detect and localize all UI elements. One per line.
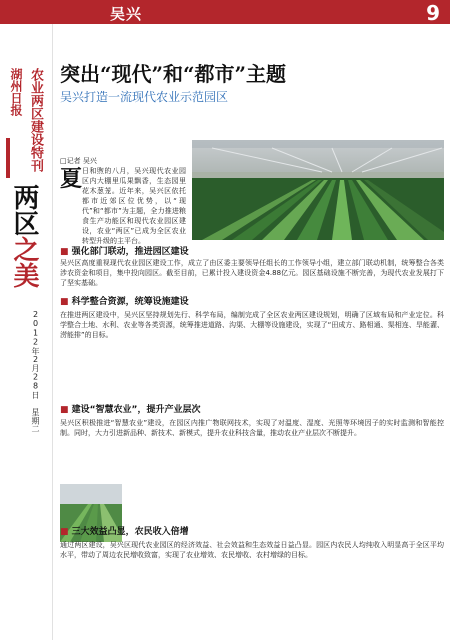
section-heading-1: ■ 强化部门联动，推进园区建设 [60,247,189,257]
section-text-1: 吴兴区高度重视现代农业园区建设工作，成立了由区委主要领导任组长的工作领导小组，建立部门联动机制，统筹整合各类涉农资金和项目，集中投向园区。截至目前，已累计投入建设资金4.88亿元。园区基础设施不断完善，为现代农业发展打下了坚实基础。 [60,259,444,287]
lead-paragraph: 日和煦的八月，吴兴现代农业园区内大棚里瓜果飘香，生态园里花木葱茏。近年来，吴兴区依托都市近郊区位优势，以“现代”和“都市”为主题，全力推进粮食生产功能区和现代农业园区建设，农业“两区”已成为全区农业转型升级的主平台。 [82,167,186,245]
section-heading-4: ■ 三大效益凸显，农民收入倍增 [60,527,189,537]
dropcap: 夏 [60,166,83,192]
section-text-3: 吴兴区积极推进“智慧农业”建设，在园区内推广物联网技术，实现了对温度、湿度、光照等环境因子的实时监测和智能控制。同时，大力引进新品种、新技术、新模式，提升农业科技含量，推动农业产业层次不断提升。 [60,419,444,437]
section-heading-2: ■ 科学整合资源，统筹设施建设 [60,297,189,307]
greenhouse-photo [192,140,444,240]
subheadline: 吴兴打造一流现代农业示范园区 [60,90,229,104]
section-title-part1: 两区 [9,184,39,236]
left-rail [0,24,53,640]
bullet-icon: ■ [60,527,72,537]
bullet-icon: ■ [60,247,72,257]
section-text-4: 通过两区建设，吴兴区现代农业园区的经济效益、社会效益和生态效益日益凸显。园区内农民人均纯收入明显高于全区平均水平，带动了周边农民增收致富，实现了农业增效、农民增收、农村增绿的目标。 [60,541,444,559]
masthead-brand: 吴兴 [110,5,143,23]
bullet-icon: ■ [60,297,72,307]
masthead-bar [0,0,450,24]
bullet-icon: ■ [60,405,72,415]
page-number: 9 [426,1,440,25]
footer-vertical: 2012年2月28日 星期二 [31,310,40,433]
section-text-2: 在推进两区建设中，吴兴区坚持规划先行、科学布局，编制完成了全区农业两区建设规划，明确了区域布局和产业定位。科学整合土地、水利、农业等各类资源，统筹推进道路、沟渠、大棚等设施建设，实现了“田成方、路相通、渠相连、旱能灌、涝能排”的目标。 [60,311,444,339]
section-heading-3: ■ 建设“智慧农业”，提升产业层次 [60,405,201,415]
section-title-part2: 之美 [9,236,39,288]
accent-bar [6,138,10,178]
article [60,30,444,634]
byline: □记者 吴兴 [60,157,97,165]
newspaper-name: 湖州日报 [9,68,23,116]
headline: 突出“现代”和“都市”主题 [60,62,287,86]
special-issue-label: 农业两区建设特刊 [28,68,43,172]
section-title [6,184,43,288]
